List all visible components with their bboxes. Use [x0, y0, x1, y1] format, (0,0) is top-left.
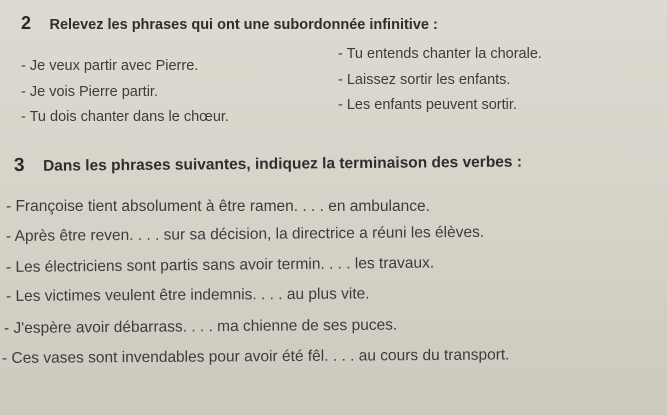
exercise-2-right-sentence-2: - Laissez sortir les enfants. [338, 72, 511, 88]
exercise-3-sentence-5: - J'espère avoir débarrass. . . . ma chienne de ses puces. [3, 316, 398, 337]
exercise-3-sentence-3: - Les électriciens sont partis sans avoir termin. . . . les travaux. [5, 254, 435, 276]
exercise-2-number: 2 [21, 13, 32, 33]
exercise-2-instruction: Relevez les phrases qui ont une subordonnée infinitive : [49, 17, 438, 33]
exercise-2-heading [21, 13, 438, 34]
exercise-2-right-sentence-1: - Tu entends chanter la chorale. [338, 46, 542, 62]
exercise-3-sentence-6: - Ces vases sont invendables pour avoir été fêl. . . . au cours du transport. [1, 346, 510, 367]
exercise-3-heading [14, 151, 522, 177]
exercise-3-sentence-4: - Les victimes veulent être indemnis. . . . au plus vite. [5, 285, 370, 305]
exercise-2-left-sentence-1: - Je veux partir avec Pierre. [21, 58, 199, 74]
exercise-3-instruction: Dans les phrases suivantes, indiquez la terminaison des verbes : [42, 153, 523, 175]
exercise-3-sentence-1: - Françoise tient absolument à être ramen. . . . en ambulance. [6, 198, 430, 215]
exercise-2-left-sentence-2: - Je vois Pierre partir. [21, 84, 158, 100]
exercise-2-left-sentence-3: - Tu dois chanter dans le chœur. [21, 109, 229, 125]
exercise-3-number: 3 [13, 154, 25, 176]
exercise-2-right-sentence-3: - Les enfants peuvent sortir. [338, 97, 517, 113]
exercise-3-sentence-2: - Après être reven. . . . sur sa décision, la directrice a réuni les élèves. [5, 223, 485, 245]
